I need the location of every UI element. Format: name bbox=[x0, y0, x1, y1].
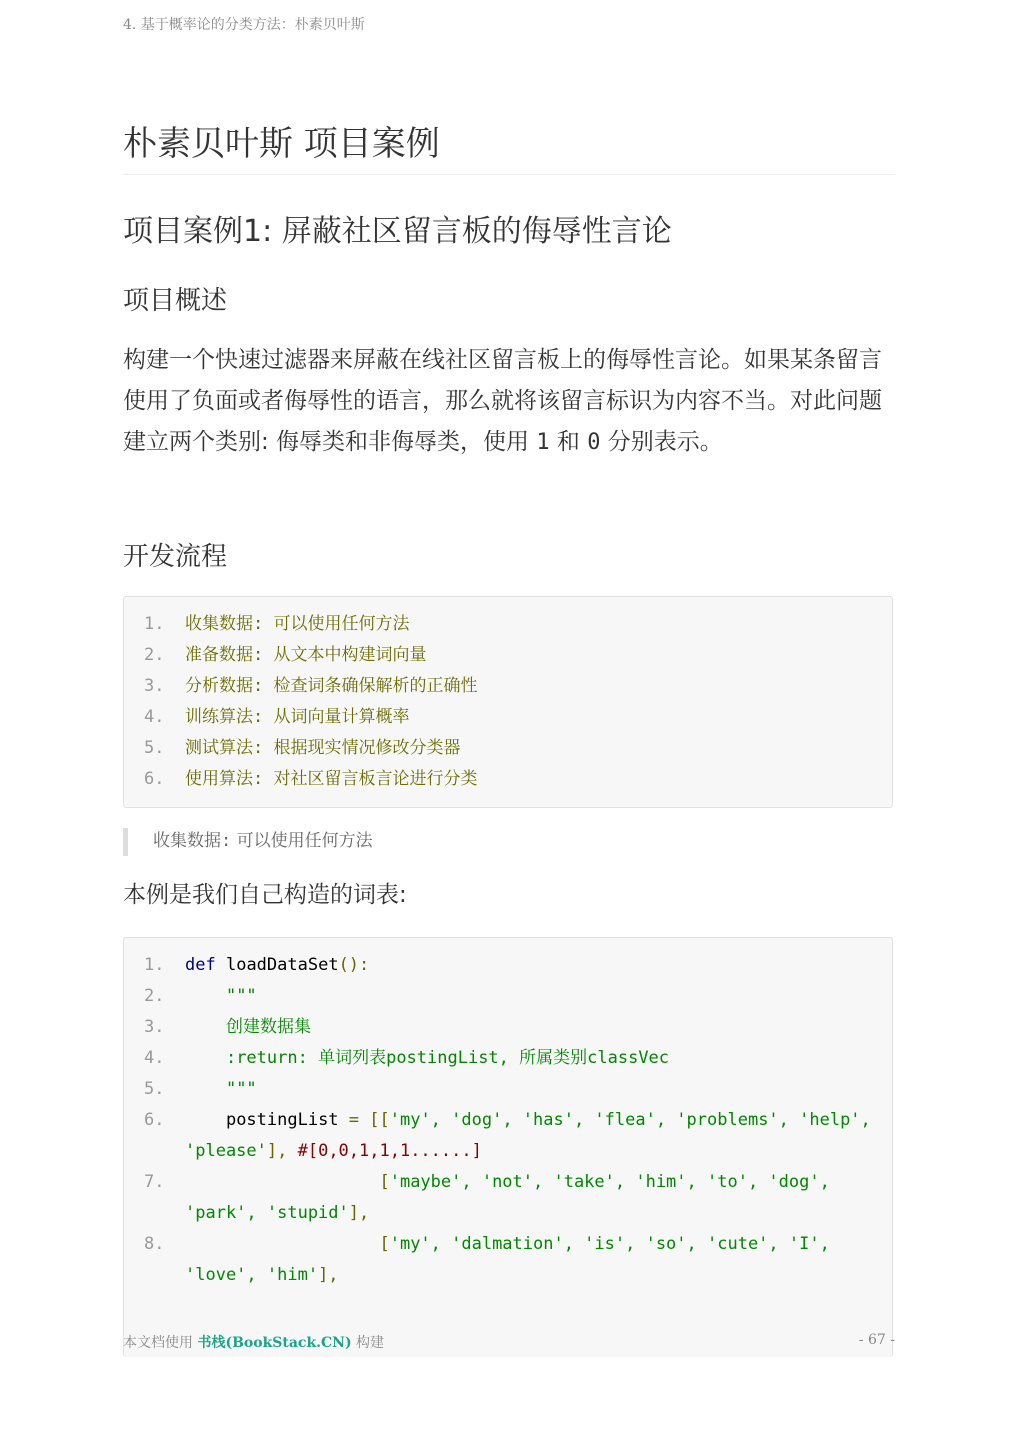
keyword-def: def bbox=[185, 955, 216, 975]
page-footer bbox=[123, 1332, 895, 1352]
line-number: 4. bbox=[144, 1048, 165, 1068]
overview-text-2: 分别表示。 bbox=[600, 429, 723, 455]
step-label: 测试算法: bbox=[185, 738, 264, 758]
docstring: """ bbox=[225, 1079, 257, 1099]
step-label: 准备数据: bbox=[185, 645, 264, 665]
page-number: - 67 - bbox=[858, 1332, 895, 1348]
inline-code-1: 1 bbox=[536, 430, 550, 455]
line-number: 6. bbox=[144, 769, 165, 789]
line-number: 8. bbox=[144, 1234, 165, 1254]
docstring: """ bbox=[225, 986, 257, 1006]
title-divider bbox=[123, 174, 895, 175]
line-number: 6. bbox=[144, 1110, 165, 1130]
code-line bbox=[124, 1229, 892, 1291]
code-line bbox=[124, 1074, 892, 1105]
line-number: 5. bbox=[144, 738, 165, 758]
line-number: 2. bbox=[144, 986, 165, 1006]
step-label: 使用算法: bbox=[185, 769, 264, 789]
step-line bbox=[124, 640, 892, 671]
step-text: 可以使用任何方法 bbox=[273, 614, 410, 634]
comment: #[0,0,1,1,1......] bbox=[297, 1141, 482, 1161]
lead-text: 本例是我们自己构造的词表: bbox=[123, 882, 407, 908]
punctuation: ], bbox=[266, 1141, 298, 1161]
variable: postingList bbox=[225, 1110, 339, 1130]
line-number: 2. bbox=[144, 645, 165, 665]
python-code-block bbox=[123, 937, 893, 1357]
footer-brand-link[interactable]: 书栈(BookStack.CN) bbox=[197, 1335, 352, 1351]
docstring: :return: bbox=[225, 1048, 319, 1068]
step-text: 对社区留言板言论进行分类 bbox=[273, 769, 478, 789]
punctuation: [ bbox=[379, 1172, 390, 1192]
case-title: 项目案例1: 屏蔽社区留言板的侮辱性言论 bbox=[123, 214, 672, 249]
step-line bbox=[124, 764, 892, 795]
line-number: 7. bbox=[144, 1172, 165, 1192]
code-line bbox=[124, 1105, 892, 1167]
quote-label: 收集数据: bbox=[153, 831, 232, 851]
line-number: 4. bbox=[144, 707, 165, 727]
line-number: 1. bbox=[144, 614, 165, 634]
line-number: 3. bbox=[144, 1017, 165, 1037]
punctuation: [ bbox=[379, 1234, 390, 1254]
step-text: 根据现实情况修改分类器 bbox=[273, 738, 461, 758]
step-text: 从文本中构建词向量 bbox=[273, 645, 427, 665]
blockquote bbox=[123, 828, 373, 856]
inline-code-0: 0 bbox=[587, 430, 601, 455]
docstring: classVec bbox=[587, 1048, 670, 1068]
function-name: loadDataSet bbox=[225, 955, 339, 975]
step-text: 检查词条确保解析的正确性 bbox=[273, 676, 478, 696]
line-number: 1. bbox=[144, 955, 165, 975]
line-number: 5. bbox=[144, 1079, 165, 1099]
code-line bbox=[124, 1167, 892, 1229]
code-line bbox=[124, 1012, 892, 1043]
step-line bbox=[124, 609, 892, 640]
page-title: 朴素贝叶斯 项目案例 bbox=[123, 124, 440, 164]
punctuation: ], bbox=[348, 1203, 370, 1223]
code-line bbox=[124, 950, 892, 981]
punctuation: (): bbox=[338, 955, 370, 975]
steps-code-block bbox=[123, 596, 893, 808]
docstring: 所属类别 bbox=[519, 1048, 588, 1068]
running-header: 4. 基于概率论的分类方法：朴素贝叶斯 bbox=[123, 17, 365, 33]
line-number: 3. bbox=[144, 676, 165, 696]
step-text: 从词向量计算概率 bbox=[273, 707, 410, 727]
punctuation: ], bbox=[318, 1265, 339, 1285]
step-line bbox=[124, 671, 892, 702]
string-list: 'my', 'dalmation', 'is', 'so', 'cute', 'I', 'love', 'him' bbox=[185, 1234, 841, 1285]
step-label: 分析数据: bbox=[185, 676, 264, 696]
docstring: 创建数据集 bbox=[225, 1017, 311, 1037]
overview-heading: 项目概述 bbox=[123, 286, 228, 316]
step-label: 收集数据: bbox=[185, 614, 264, 634]
string-list: 'my', 'dog', 'has', 'flea', 'problems', 'help', 'please' bbox=[185, 1110, 882, 1161]
step-line bbox=[124, 702, 892, 733]
quote-text: 可以使用任何方法 bbox=[236, 831, 373, 851]
overview-text-mid: 和 bbox=[549, 429, 588, 455]
step-line bbox=[124, 733, 892, 764]
step-label: 训练算法: bbox=[185, 707, 264, 727]
code-line bbox=[124, 981, 892, 1012]
docstring: 单词列表 bbox=[318, 1048, 387, 1068]
docstring: postingList, bbox=[386, 1048, 520, 1068]
footer-prefix: 本文档使用 bbox=[123, 1335, 198, 1351]
flow-heading: 开发流程 bbox=[123, 542, 228, 572]
footer-suffix: 构建 bbox=[351, 1335, 385, 1351]
code-line bbox=[124, 1043, 892, 1074]
overview-paragraph bbox=[123, 340, 895, 463]
string-list: 'maybe', 'not', 'take', 'him', 'to', 'dog', 'park', 'stupid' bbox=[185, 1172, 841, 1223]
overview-text-1: 构建一个快速过滤器来屏蔽在线社区留言板上的侮辱性言论。如果某条留言使用了负面或者侮辱性的语言，那么就将该留言标识为内容不当。对此问题建立两个类别: 侮辱类和非侮辱类，使用 bbox=[123, 347, 882, 455]
punctuation: = [[ bbox=[338, 1110, 390, 1130]
